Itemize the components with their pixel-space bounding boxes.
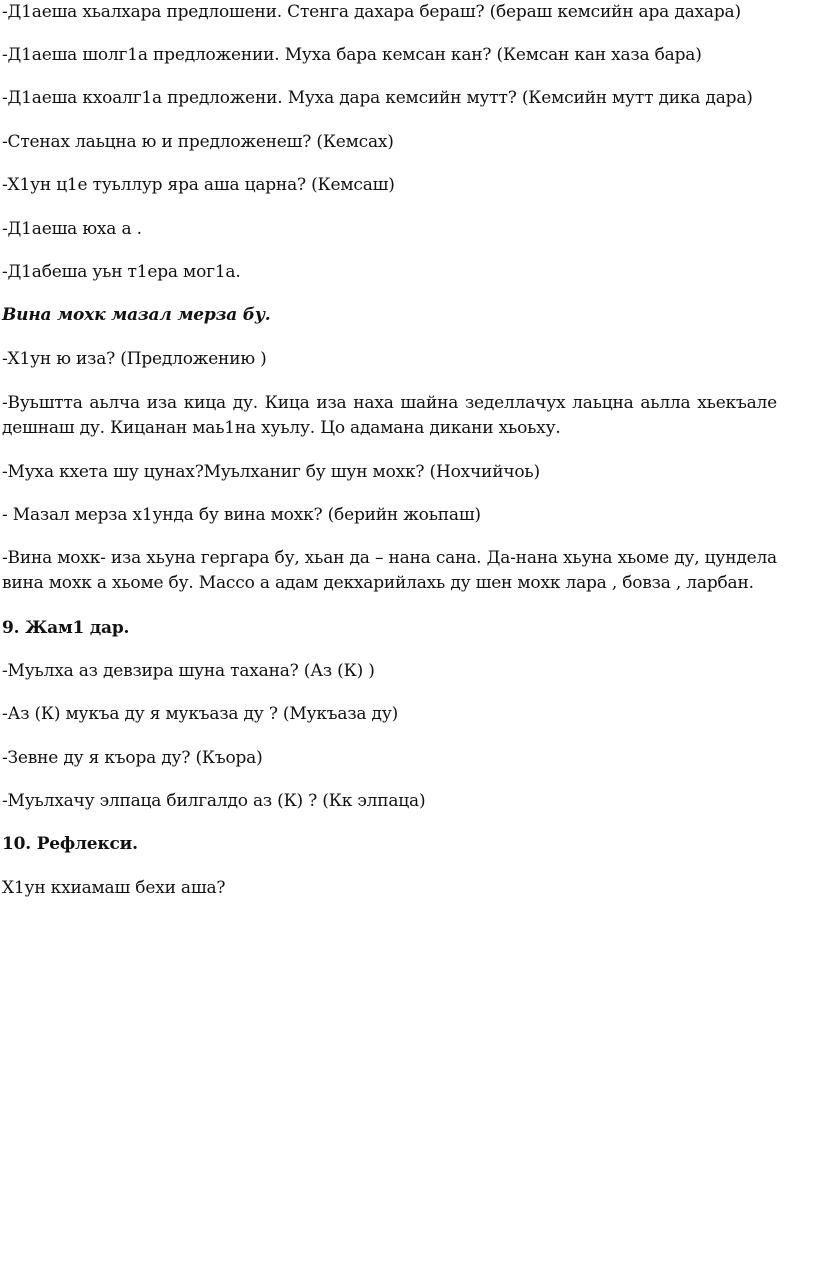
text-line: -Муьлха аз девзира шуна тахана? (Аз (К) ) (2, 661, 375, 681)
text-line: -Аз (К) мукъа ду я мукъаза ду ? (Мукъаза ду) (2, 704, 399, 724)
paragraph: -Вуьштта аьлча иза кица ду. Кица иза наха шайна зеделлачух лаьцна аьлла хьекъале дешнаш ду. Кицанан маь1на хуьлу. Цо адамана дикани хьоьху. (2, 393, 777, 438)
text-line: -Д1аеша шолг1а предложении. Муха бара кемсан кан? (Кемсан кан хаза бара) (2, 45, 702, 65)
text-line: -Зевне ду я къора ду? (Къора) (2, 748, 263, 768)
text-line: -Муха кхета шу цунах?Муьлханиг бу шун мохк? (Нохчийчоь) (2, 462, 540, 482)
text-line: -Д1абеша уьн т1ера мог1а. (2, 262, 241, 282)
text-line: - Мазал мерза х1унда бу вина мохк? (берийн жоьпаш) (2, 505, 481, 525)
paragraph: -Вина мохк- иза хьуна гергара бу, хьан да – нана сана. Да-нана хьуна хьоме ду, цундела вина мохк а хьоме бу. Массо а адам декхарийлахь ду шен мохк лара , бовза , ларбан. (2, 548, 777, 593)
section-heading: 10. Рефлекси. (2, 834, 138, 854)
section-heading: Вина мохк мазал мерза бу. (2, 305, 271, 325)
text-line: -Д1аеша хьалхара предлошени. Стенга дахара бераш? (бераш кемсийн ара дахара) (2, 2, 741, 22)
text-line: -Д1аеша кхоалг1а предложени. Муха дара кемсийн мутт? (Кемсийн мутт дика дара) (2, 88, 753, 108)
section-heading: 9. Жам1 дар. (2, 618, 130, 638)
text-line: -Муьлхачу элпаца билгалдо аз (К) ? (Кк элпаца) (2, 791, 426, 811)
text-line: -Стенах лаьцна ю и предложенеш? (Кемсах) (2, 132, 394, 152)
text-line: -Д1аеша юха а . (2, 219, 142, 239)
text-line: Х1ун кхиамаш бехи аша? (2, 878, 226, 898)
text-line: -Х1ун ю иза? (Предложению ) (2, 349, 267, 369)
text-line: -Х1ун ц1е туьллур яра аша царна? (Кемсаш) (2, 175, 395, 195)
